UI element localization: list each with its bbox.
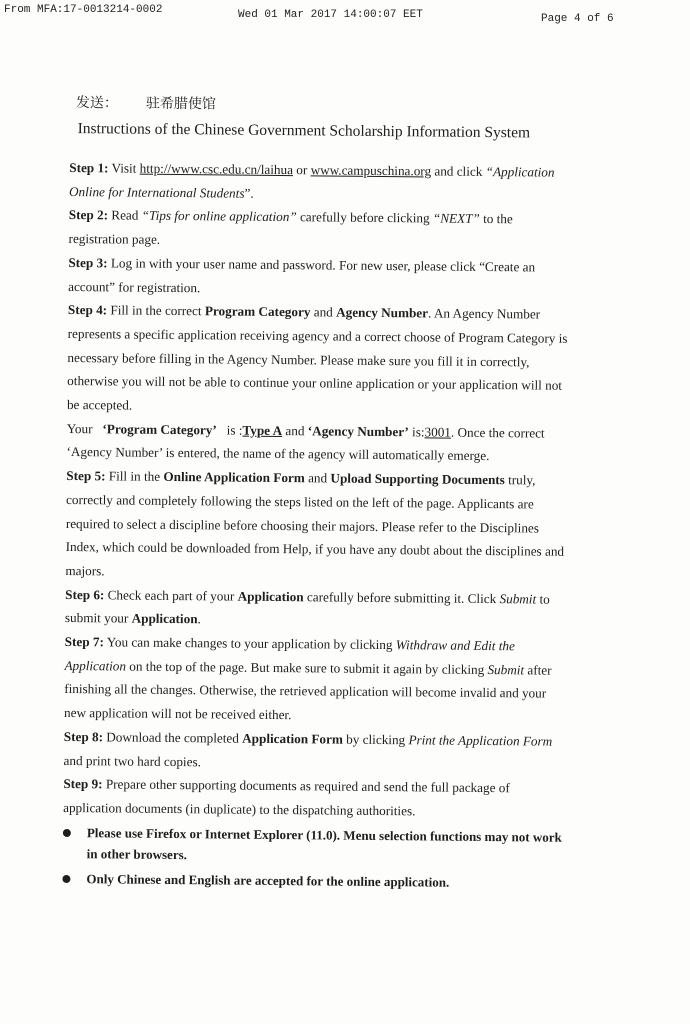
step-text: Your	[66, 420, 93, 436]
step-text: is:	[412, 424, 425, 440]
step-text: Fill in the	[108, 468, 161, 485]
submit-reference: Submit	[499, 590, 537, 607]
tips-reference: “Tips for online application”	[141, 208, 297, 225]
fax-sender-line: From MFA:17-0013214-0002	[4, 4, 163, 16]
next-reference: “NEXT”	[432, 210, 480, 227]
step-label: Step 9:	[63, 776, 103, 792]
fax-page-number: Page 4 of 6	[541, 13, 614, 25]
step-text: truly, correctly and completely following the steps listed on the left of the page. Applicants are required to select a discipline before choosing their majors. Please refer to the Disciplines Index, which could be downloaded from Help, if you have any doubt about the disciplines and majors.	[65, 472, 565, 579]
step-label: Step 8:	[63, 728, 104, 745]
step-text: and print two hard copies.	[63, 752, 201, 769]
fax-header	[4, 4, 690, 26]
step-text: carefully before submitting it. Click	[306, 588, 497, 606]
step-text: and	[285, 422, 305, 439]
document-title: Instructions of the Chinese Government Scholarship Information System	[77, 120, 531, 142]
step-text: and click	[434, 163, 483, 179]
bullet-icon	[62, 875, 70, 883]
step-text: after finishing all the changes. Otherwise, the retrieved application will become invalid and your new application will not be received either.	[63, 662, 552, 723]
submit-reference: Submit	[487, 661, 525, 678]
step-text: ”.	[244, 185, 254, 201]
step-label: Step 7:	[64, 634, 104, 650]
bullet-icon	[63, 829, 71, 837]
sender-recipient: 驻希腊使馆	[145, 95, 216, 113]
note-languages	[62, 868, 567, 894]
step-text: Prepare other supporting documents as required and send the full package of application documents (in duplicate) to the dispatching authorities.	[63, 776, 510, 819]
step-text: Visit	[111, 160, 137, 176]
agency-number-quote: ‘Agency Number’	[307, 423, 409, 440]
step-6	[65, 583, 570, 635]
step-text: You can make changes to your application by clicking	[106, 634, 393, 653]
note-browser-support	[63, 822, 568, 869]
csc-link[interactable]: http://www.csc.edu.cn/laihua	[139, 160, 294, 178]
step-text: Download the completed	[106, 729, 239, 746]
notes-list	[62, 822, 568, 894]
step-text: Check each part of your	[107, 587, 235, 604]
step-text: . An Agency Number represents a specific application receiving agency and a correct choose of Program Category is necessary before filling in the Agency Number. Please make sure you fill it in correctly, otherwise you will not be able to continue your online application or your application will not be accepted.	[66, 305, 568, 413]
document-body	[62, 92, 575, 897]
print-form-reference: Print the Application Form	[408, 732, 553, 749]
step-text: or	[296, 162, 308, 178]
step-3	[68, 251, 573, 303]
step-text: . Once the correct ‘Agency Number’ is entered, the name of the agency will automatically emerge.	[66, 424, 545, 464]
application-form-term: Application Form	[242, 730, 343, 747]
step-label: Step 2:	[68, 207, 109, 223]
step-8	[63, 725, 568, 777]
step-text: .	[197, 611, 201, 627]
application-term: Application	[131, 610, 198, 627]
note-text: Please use Firefox or Internet Explorer (11.0). Menu selection functions may not work in other browsers.	[86, 824, 562, 862]
step-text: to the registration page.	[68, 211, 513, 247]
application-online-link-text: “Application Online for International Students	[68, 163, 555, 201]
step-label: Step 4:	[67, 302, 108, 318]
step-1	[69, 156, 574, 208]
step-text: and	[308, 470, 328, 486]
program-category-quote: ‘Program Category’	[102, 421, 217, 438]
note-text: Only Chinese and English are accepted for the online application.	[86, 870, 450, 890]
sender-label: 发送：	[75, 95, 118, 112]
step-text: carefully before clicking	[299, 209, 430, 226]
sender-line	[76, 92, 575, 117]
application-term: Application	[237, 588, 304, 604]
withdraw-edit-reference: Withdraw and Edit the Application	[64, 637, 515, 674]
step-text: Log in with your user name and password. For new user, please click “Create an account” for registration.	[68, 255, 536, 295]
step-4	[66, 298, 573, 469]
step-text: and	[313, 304, 333, 320]
campuschina-link[interactable]: www.campuschina.org	[310, 162, 432, 179]
step-label: Step 6:	[65, 586, 105, 603]
online-application-form-term: Online Application Form	[163, 469, 305, 486]
step-text: Read	[111, 207, 139, 224]
step-2	[68, 203, 573, 255]
agency-number-term: Agency Number	[336, 304, 429, 321]
agency-number-value: 3001	[424, 424, 451, 440]
fax-timestamp: Wed 01 Mar 2017 14:00:07 EET	[238, 9, 423, 21]
step-label: Step 1:	[69, 159, 109, 176]
program-category-value: Type A	[242, 422, 283, 438]
upload-documents-term: Upload Supporting Documents	[330, 470, 505, 488]
step-text: by clicking	[346, 731, 406, 748]
step-5	[65, 464, 571, 587]
step-9	[63, 772, 568, 824]
program-category-term: Program Category	[204, 303, 311, 320]
step-text: on the top of the page. But make sure to submit it again by clicking	[129, 658, 485, 677]
step-text: is :	[226, 422, 243, 438]
step-label: Step 3:	[68, 254, 108, 271]
step-text: Fill in the correct	[110, 302, 202, 319]
step-label: Step 5:	[66, 468, 106, 484]
step-7	[64, 630, 570, 730]
step-text: to submit your	[64, 591, 550, 626]
